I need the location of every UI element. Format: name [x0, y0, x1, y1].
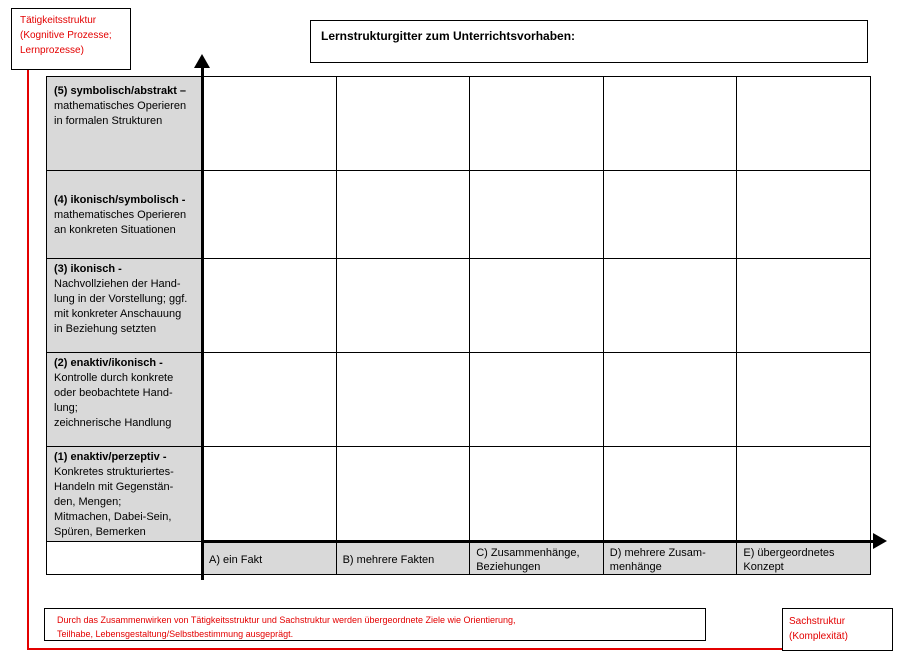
category-label-line: menhänge: [609, 561, 662, 573]
level-desc-line: Konkretes strukturiertes-: [54, 466, 174, 478]
level-desc-line: Handeln mit Gegenstän-: [54, 481, 174, 493]
category-label-line: A) ein Fakt: [209, 554, 263, 566]
activity-label-line: Tätigkeitsstruktur: [20, 15, 97, 26]
grid-corner-cell: [47, 542, 203, 575]
level-desc-line: zeichnerische Handlung: [54, 417, 172, 429]
grid-cell[interactable]: [603, 259, 737, 353]
level-desc-line: in formalen Strukturen: [54, 115, 163, 127]
grid-cell[interactable]: [336, 259, 470, 353]
level-desc-line: in Beziehung setzten: [54, 323, 157, 335]
grid-cell[interactable]: [203, 447, 337, 542]
grid-row-level-3: [47, 259, 871, 353]
category-label-line: Konzept: [743, 561, 784, 573]
grid-cell[interactable]: [336, 447, 470, 542]
subject-label-line: (Komplexität): [789, 631, 848, 642]
grid-cell[interactable]: [603, 353, 737, 447]
grid-cell[interactable]: [737, 171, 871, 259]
level-1-label: [47, 447, 203, 542]
level-desc-line: mit konkreter Anschauung: [54, 308, 182, 320]
category-label-line: D) mehrere Zusam-: [609, 547, 706, 559]
category-label-line: Beziehungen: [476, 561, 541, 573]
category-e: [737, 542, 871, 575]
category-label-line: E) übergeordnetes: [743, 547, 835, 559]
learning-structure-grid: [46, 76, 871, 575]
category-c: [470, 542, 604, 575]
level-desc-line: Spüren, Bemerken: [54, 526, 146, 538]
grid-cell[interactable]: [470, 353, 604, 447]
level-3-label: [47, 259, 203, 353]
level-heading: (4) ikonisch/symbolisch -: [54, 194, 186, 206]
grid-cell[interactable]: [603, 447, 737, 542]
grid-cell[interactable]: [203, 171, 337, 259]
grid-cell[interactable]: [470, 447, 604, 542]
subject-structure-label: [782, 608, 893, 651]
grid-cell[interactable]: [336, 171, 470, 259]
level-2-label: [47, 353, 203, 447]
category-b: [336, 542, 470, 575]
grid-row-level-4: [47, 171, 871, 259]
grid-cell[interactable]: [737, 259, 871, 353]
level-desc-line: Kontrolle durch konkrete: [54, 372, 174, 384]
grid-cell[interactable]: [603, 77, 737, 171]
level-heading: (1) enaktiv/perzeptiv -: [54, 451, 167, 463]
level-5-label: [47, 77, 203, 171]
page-title: Lernstrukturgitter zum Unterrichtsvorhaben:: [321, 29, 576, 43]
level-desc-line: den, Mengen;: [54, 496, 122, 508]
level-desc-line: mathematisches Operieren: [54, 209, 187, 221]
activity-label-line: (Kognitive Prozesse;: [20, 30, 112, 41]
horizontal-axis-line: [201, 540, 875, 543]
grid-cell[interactable]: [470, 77, 604, 171]
title-box: [310, 20, 868, 63]
grid-cell[interactable]: [203, 77, 337, 171]
level-desc-line: mathematisches Operieren: [54, 100, 187, 112]
level-desc-line: an konkreten Situationen: [54, 224, 176, 236]
activity-structure-label: [11, 8, 131, 70]
red-vertical-axis-line: [27, 70, 29, 650]
grid-cell[interactable]: [603, 171, 737, 259]
vertical-axis-arrowhead: [194, 54, 210, 68]
grid-row-categories: [47, 542, 871, 575]
level-desc-line: oder beobachtete Hand-: [54, 387, 173, 399]
grid-cell[interactable]: [336, 353, 470, 447]
level-heading: (3) ikonisch -: [54, 263, 122, 275]
level-desc-line: lung;: [54, 402, 78, 414]
vertical-axis-line: [201, 66, 204, 580]
category-label-line: B) mehrere Fakten: [342, 554, 435, 566]
grid-cell[interactable]: [203, 259, 337, 353]
grid-row-level-2: [47, 353, 871, 447]
red-horizontal-axis-line: [27, 648, 890, 650]
grid-cell[interactable]: [336, 77, 470, 171]
category-d: [603, 542, 737, 575]
level-desc-line: lung in der Vorstellung; ggf.: [54, 293, 188, 305]
grid-cell[interactable]: [470, 259, 604, 353]
category-label-line: C) Zusammenhänge,: [476, 547, 580, 559]
category-a: [203, 542, 337, 575]
grid-row-level-5: [47, 77, 871, 171]
note-line: Durch das Zusammenwirken von Tätigkeitsstruktur und Sachstruktur werden übergeordnete Ziele wie Orientierung,: [57, 615, 516, 625]
grid-cell[interactable]: [737, 447, 871, 542]
level-desc-line: Mitmachen, Dabei-Sein,: [54, 511, 172, 523]
goals-note-box: [44, 608, 706, 641]
activity-label-line: Lernprozesse): [20, 45, 84, 56]
horizontal-axis-arrowhead: [873, 533, 887, 549]
grid-cell[interactable]: [203, 353, 337, 447]
grid-cell[interactable]: [737, 353, 871, 447]
level-4-label: [47, 171, 203, 259]
grid-row-level-1: [47, 447, 871, 542]
level-desc-line: Nachvollziehen der Hand-: [54, 278, 181, 290]
level-heading: (2) enaktiv/ikonisch -: [54, 357, 163, 369]
grid-cell[interactable]: [737, 77, 871, 171]
note-line: Teilhabe, Lebensgestaltung/Selbstbestimmung ausgeprägt.: [57, 629, 294, 639]
grid-cell[interactable]: [470, 171, 604, 259]
subject-label-line: Sachstruktur: [789, 616, 846, 627]
level-heading: (5) symbolisch/abstrakt –: [54, 85, 187, 97]
